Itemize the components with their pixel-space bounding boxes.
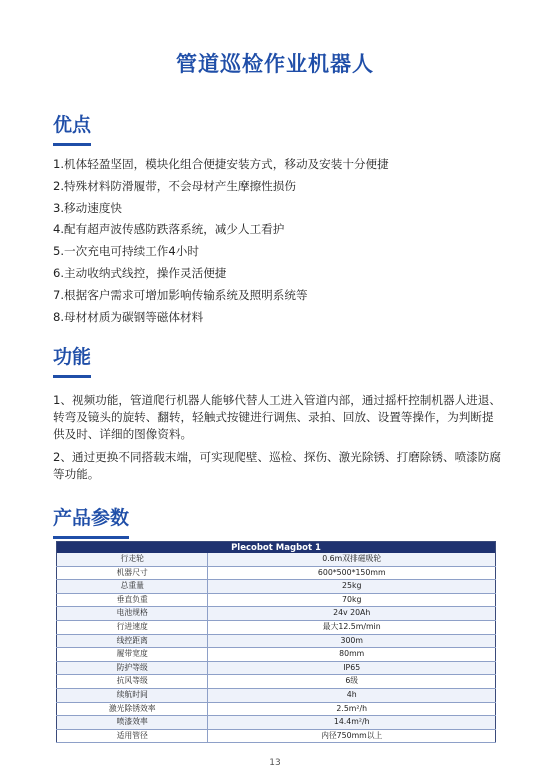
page-title: 管道巡检作业机器人 [176,52,374,76]
table-row [57,566,496,580]
spec-value-cell: 70kg [208,593,496,607]
functions-section [53,342,502,489]
table-row [57,607,496,621]
spec-name-cell: 总重量 [57,580,208,594]
spec-value-cell: 最大12.5m/min [208,620,496,634]
spec-value-cell: 80mm [208,648,496,662]
functions-body [53,392,502,483]
spec-table-model: Plecobot Magbot 1 [57,542,496,554]
table-row [57,553,496,566]
table-row [57,593,496,607]
spec-name-cell: 垂直负重 [57,593,208,607]
table-row [57,648,496,662]
table-row [57,675,496,689]
table-row [57,688,496,702]
spec-name-cell: 激光除锈效率 [57,702,208,716]
advantage-item: 5.一次充电可持续工作4小时 [53,244,199,259]
specs-heading: 产品参数 [53,503,129,539]
functions-heading: 功能 [53,342,91,378]
advantage-item: 2.特殊材料防滑履带，不会母材产生摩擦性损伤 [53,178,296,193]
spec-name-cell: 机器尺寸 [57,566,208,580]
spec-value-cell: IP65 [208,661,496,675]
spec-name-cell: 适用管径 [57,729,208,743]
spec-name-cell: 行走轮 [57,553,208,566]
spec-value-cell: 0.6m双排磁吸轮 [208,553,496,566]
spec-table-header-row [57,542,496,554]
table-row [57,580,496,594]
spec-name-cell: 行进速度 [57,620,208,634]
spec-name-cell: 抗风等级 [57,675,208,689]
advantages-heading: 优点 [53,110,91,146]
advantage-item: 6.主动收纳式线控，操作灵活便捷 [53,265,227,280]
function-paragraph: 2、通过更换不同搭载末端，可实现爬壁、巡检、探伤、激光除锈、打磨除锈、喷漆防腐等功能。 [53,450,501,481]
spec-name-cell: 防护等级 [57,661,208,675]
table-row [57,729,496,743]
table-row [57,702,496,716]
spec-name-cell: 履带宽度 [57,648,208,662]
spec-name-cell: 线控距离 [57,634,208,648]
spec-name-cell: 喷漆效率 [57,716,208,730]
spec-value-cell: 4h [208,688,496,702]
spec-value-cell: 2.5m²/h [208,702,496,716]
spec-value-cell: 600*500*150mm [208,566,496,580]
advantages-section [53,110,502,328]
spec-table [56,541,496,743]
specs-section [53,503,502,539]
spec-name-cell: 续航时间 [57,688,208,702]
spec-value-cell: 300m [208,634,496,648]
spec-value-cell: 14.4m²/h [208,716,496,730]
table-row [57,716,496,730]
advantage-item: 1.机体轻盈坚固，模块化组合便捷安装方式，移动及安装十分便捷 [53,157,389,171]
advantage-item: 7.根据客户需求可增加影响传输系统及照明系统等 [53,287,308,302]
table-row [57,634,496,648]
function-paragraph: 1、视频功能，管道爬行机器人能够代替人工进入管道内部，通过摇杆控制机器人进退、转弯及镜头的旋转、翻转，轻触式按键进行调焦、录拍、回放、设置等操作，为判断提供及时、详细的图像资料。 [53,393,501,441]
advantage-item: 8.母材材质为碳钢等磁体材料 [53,309,204,324]
advantage-item: 3.移动速度快 [53,200,123,215]
table-row [57,620,496,634]
table-row [57,661,496,675]
page-number: 13 [269,758,281,768]
spec-value-cell: 内径750mm以上 [208,729,496,743]
spec-value-cell: 24v 20Ah [208,607,496,621]
advantages-list [53,154,502,328]
spec-value-cell: 25kg [208,580,496,594]
advantage-item: 4.配有超声波传感防跌落系统，减少人工看护 [53,222,285,237]
spec-name-cell: 电池规格 [57,607,208,621]
spec-value-cell: 6级 [208,675,496,689]
